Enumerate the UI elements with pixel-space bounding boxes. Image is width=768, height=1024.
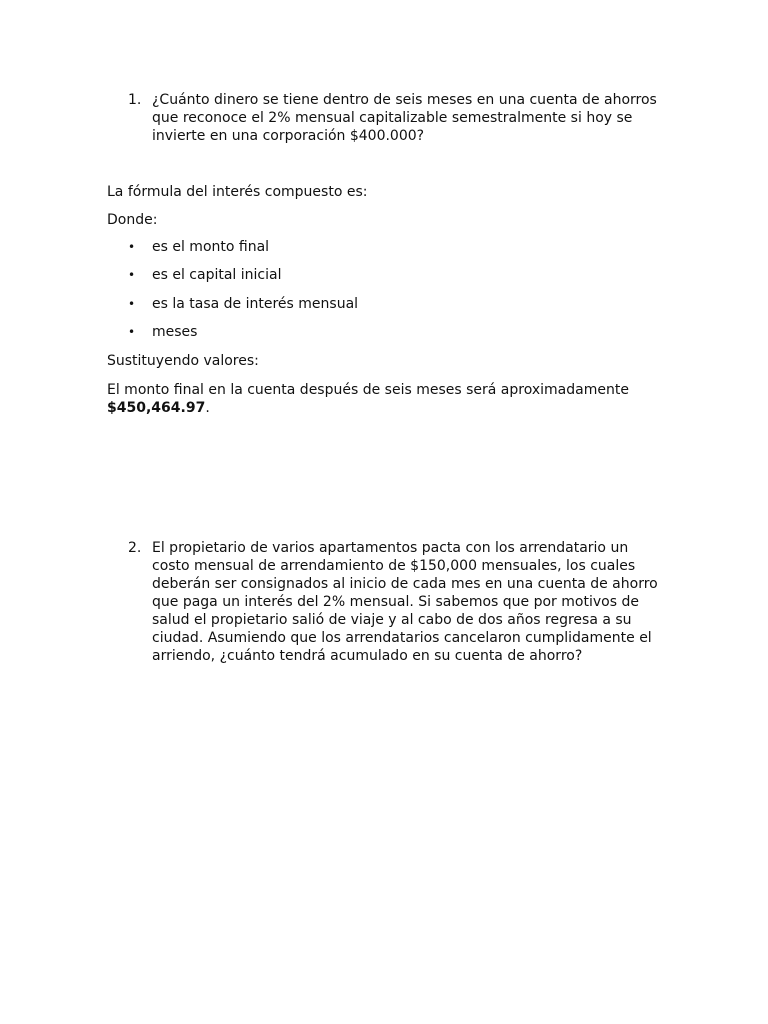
definitions-list bbox=[128, 238, 358, 351]
question-2-number: 2. bbox=[128, 540, 142, 556]
formula-intro: La fórmula del interés compuesto es: bbox=[107, 184, 368, 200]
list-item-text: es el monto final bbox=[152, 239, 270, 255]
substituting-label: Sustituyendo valores: bbox=[107, 353, 259, 369]
list-item-text: es la tasa de interés mensual bbox=[152, 295, 359, 312]
bullet-icon: • bbox=[128, 324, 136, 339]
question-1 bbox=[128, 91, 658, 145]
list-item bbox=[128, 295, 358, 323]
question-2-text: El propietario de varios apartamentos pacta con los arrendatario un costo mensual de arrendamiento de $150,000 mensuales, los cuales deberán ser consignados al inicio de cada mes en una cuenta de ahorro que paga un interés del 2% mensual. Si sabemos que por motivos de salud el propietario salió de viaje y al cabo de dos años regresa a su ciudad. Asumiendo que los arrendatarios cancelaron cumplidamente el arriendo, ¿cuánto tendrá acumulado en su cuenta de ahorro? bbox=[152, 540, 658, 664]
list-item bbox=[128, 238, 358, 266]
donde-label: Donde: bbox=[107, 212, 158, 228]
bullet-icon: • bbox=[128, 240, 136, 254]
list-item bbox=[128, 323, 358, 351]
result-end: . bbox=[205, 400, 210, 416]
list-item-text: es el capital inicial bbox=[152, 267, 282, 284]
question-1-text: ¿Cuánto dinero se tiene dentro de seis meses en una cuenta de ahorros que reconoce el 2% mensual capitalizable semestralmente si hoy se invierte en una corporación $400.000? bbox=[152, 92, 657, 144]
list-item-text: meses bbox=[152, 323, 198, 340]
bullet-icon: • bbox=[128, 296, 136, 311]
list-item bbox=[128, 266, 358, 294]
result-text: El monto final en la cuenta después de seis meses será aproximadamente bbox=[107, 382, 629, 398]
result-paragraph bbox=[107, 381, 637, 417]
result-amount: $450,464.97 bbox=[107, 400, 206, 416]
question-1-number: 1. bbox=[128, 92, 142, 108]
question-2 bbox=[128, 539, 658, 665]
bullet-icon: • bbox=[128, 268, 136, 283]
